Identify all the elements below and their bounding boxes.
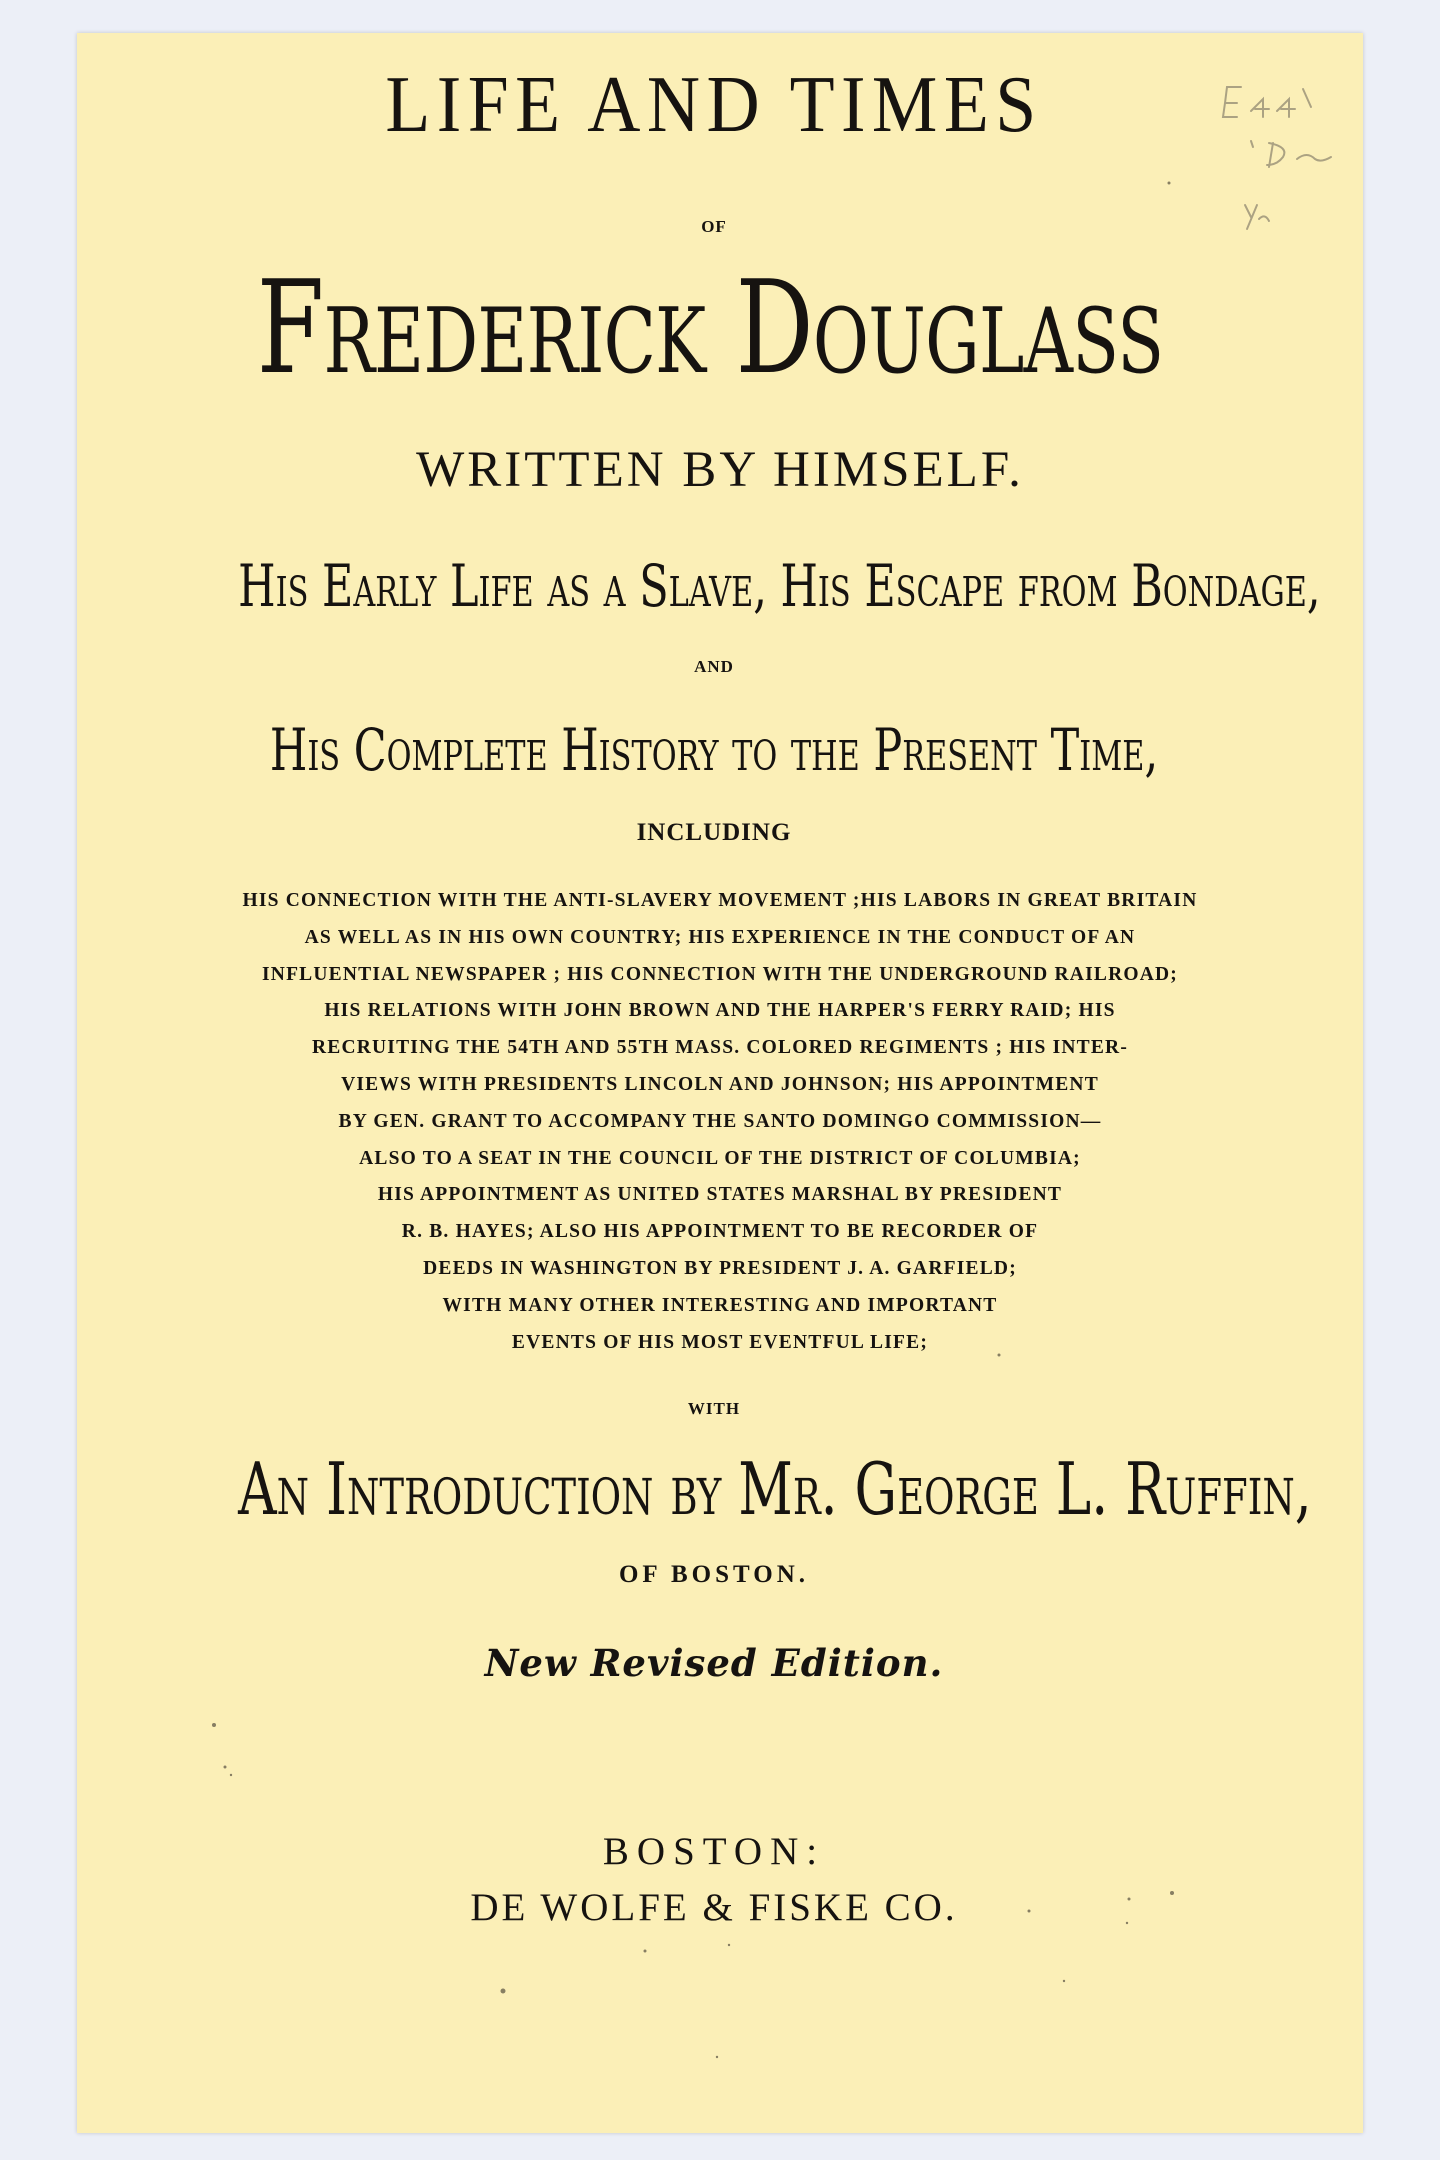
summary-line: WITH MANY OTHER INTERESTING AND IMPORTANT (442, 1294, 998, 1316)
summary-line: HIS RELATIONS WITH JOHN BROWN AND THE HARPER'S FERRY RAID; HIS (324, 1000, 1116, 1022)
summary-line: R. B. HAYES; ALSO HIS APPOINTMENT TO BE RECORDER OF (401, 1221, 1039, 1243)
introduction-line: An Introduction by Mr. George L. Ruffin, (238, 1447, 1312, 1531)
summary-line: RECRUITING THE 54TH AND 55TH MASS. COLORED REGIMENTS ; HIS INTER- (311, 1037, 1129, 1059)
including-line: INCLUDING (636, 819, 792, 846)
summary-line: EVENTS OF HIS MOST EVENTFUL LIFE; (511, 1331, 929, 1353)
with-line: WITH (687, 1399, 741, 1418)
summary-line: AS WELL AS IN HIS OWN COUNTRY; HIS EXPERIENCE IN THE CONDUCT OF AN (304, 926, 1136, 948)
written-by-line: WRITTEN BY HIMSELF. (416, 442, 1024, 498)
of-boston-line: OF BOSTON. (618, 1561, 810, 1588)
title-line-life-and-times: LIFE AND TIMES (385, 61, 1043, 149)
author-name: Frederick Douglass (256, 254, 1164, 403)
imprint-publisher: DE WOLFE & FISKE CO. (470, 1886, 958, 1929)
title-line-of: OF (701, 217, 727, 236)
contents-summary (77, 883, 1363, 1361)
summary-line: DEEDS IN WASHINGTON BY PRESIDENT J. A. GARFIELD; (423, 1257, 1017, 1279)
summary-line: HIS APPOINTMENT AS UNITED STATES MARSHAL BY PRESIDENT (377, 1184, 1063, 1206)
summary-line: ALSO TO A SEAT IN THE COUNCIL OF THE DISTRICT OF COLUMBIA; (359, 1147, 1081, 1169)
subtitle-history: His Complete History to the Present Time, (269, 716, 1159, 784)
title-page (77, 33, 1363, 2133)
summary-line: BY GEN. GRANT TO ACCOMPANY THE SANTO DOMINGO COMMISSION— (338, 1110, 1102, 1132)
subtitle-early-life: His Early Life as a Slave, His Escape from Bondage, (238, 552, 1321, 620)
summary-line: VIEWS WITH PRESIDENTS LINCOLN AND JOHNSON; HIS APPOINTMENT (341, 1073, 1099, 1095)
imprint-city: BOSTON: (602, 1830, 826, 1873)
conjunction-and: AND (694, 657, 734, 676)
summary-line: INFLUENTIAL NEWSPAPER ; HIS CONNECTION WITH THE UNDERGROUND RAILROAD; (262, 963, 1178, 985)
edition-line: New Revised Edition. (484, 1641, 944, 1685)
summary-line: HIS CONNECTION WITH THE ANTI-SLAVERY MOVEMENT ;HIS LABORS IN GREAT BRITAIN (242, 890, 1198, 911)
